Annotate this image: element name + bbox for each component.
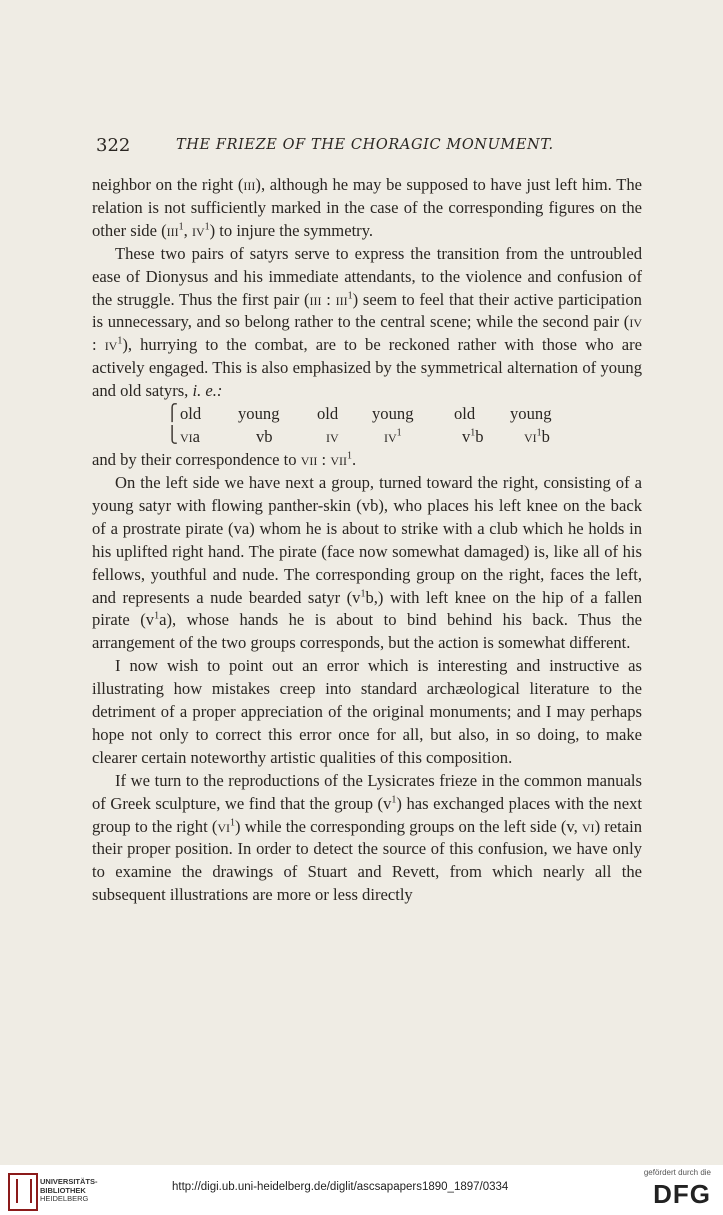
body-text bbox=[92, 174, 642, 907]
table-cell-figure: via bbox=[180, 427, 201, 447]
brace-bottom: ⎩ bbox=[166, 427, 178, 445]
paragraph-3: and by their correspondence to vii : vii$^1$. bbox=[92, 450, 357, 470]
table-cell-figure: iv bbox=[326, 427, 339, 447]
table-cell-figure: $vi^1b$ bbox=[524, 427, 550, 447]
table-cell-age: young bbox=[238, 404, 280, 424]
digitization-footer bbox=[0, 1165, 723, 1215]
paragraph-6: If we turn to the reproductions of the Lysicrates frieze in the common manuals of Greek sculpture, we find that the group $(v^1)$ has exchanged places with the next group to the right $(vi^1)$ while the corresponding groups on the left side (v, vi) retain their proper position. In order to detect the source of this confusion, we have only to examine the drawings of Stuart and Revett, from which nearly all the subsequent illustrations are more or less directly bbox=[92, 770, 643, 905]
table-cell-figure: $v^1b$ bbox=[462, 427, 484, 447]
running-title: THE FRIEZE OF THE CHORAGIC MONUMENT. bbox=[176, 137, 554, 153]
paragraph-5: I now wish to point out an error which is interesting and instructive as illustrating how mistakes creep into standard archæological literature to the detriment of a proper appreciation of the original monuments; and I may perhaps hope not only to correct this error once for all, but also, in so doing, to make clearer certain noteworthy artistic qualities of this composition. bbox=[92, 656, 642, 767]
table-cell-age: young bbox=[372, 404, 414, 424]
paragraph-2: These two pairs of satyrs serve to express the transition from the untroubled ease of Dionysus and his immediate attendants, to the violence and confusion of the struggle. Thus the first pair (iii : iii$^1$) seem to feel that their active participation is unnecessary, and so belong rather to the central scene; while the second pair (iv : $iv^1$), hurrying to the combat, are to be reckoned rather with those who are actively engaged. This is also emphasized by the symmetrical alternation of young and old satyrs, i. e.: bbox=[92, 243, 642, 401]
permalink[interactable]: http://digi.ub.uni-heidelberg.de/diglit/ascsapapers1890_1897/0334 bbox=[172, 1181, 509, 1193]
brace-top: ⎧ bbox=[166, 405, 178, 423]
university-logo-icon bbox=[8, 1173, 38, 1211]
table-cell-age: old bbox=[454, 404, 476, 424]
library-name: UNIVERSITÄTS- BIBLIOTHEK HEIDELBERG bbox=[40, 1177, 98, 1203]
table-cell-figure: vb bbox=[256, 427, 273, 447]
paragraph-4: On the left side we have next a group, turned toward the right, consisting of a young satyr with flowing panther-skin (vb), who places his left knee on the back of a prostrate pirate (va) whom he is about to strike with a club which he holds in his uplifted right hand. The pirate (face now somewhat damaged) is, like all of his fellows, youthful and nude. The corresponding group on the right, faces the left, and represents a nude bearded satyr $(v^1b,)$ with left knee on the hip of a fallen pirate $(v^1a)$, whose hands he is about to bind behind his back. Thus the arrangement of the two groups corresponds, but the action is somewhat different. bbox=[92, 472, 642, 653]
funder-note: gefördert durch die bbox=[643, 1168, 711, 1177]
table-cell-age: old bbox=[317, 404, 339, 424]
table-cell-age: old bbox=[180, 404, 202, 424]
page-number: 322 bbox=[96, 135, 131, 156]
table-cell-age: young bbox=[510, 404, 552, 424]
satyr-alternation-table bbox=[92, 403, 642, 449]
table-cell-figure: $iv^1$ bbox=[384, 427, 402, 447]
paragraph-1: neighbor on the right (iii), although he may be supposed to have just left him. The relation is not sufficiently marked in the case of the corresponding figures on the other side (iii$^1$, $iv^1$) to injure the symmetry. bbox=[92, 175, 642, 240]
dfg-logo: DFG bbox=[653, 1179, 711, 1209]
